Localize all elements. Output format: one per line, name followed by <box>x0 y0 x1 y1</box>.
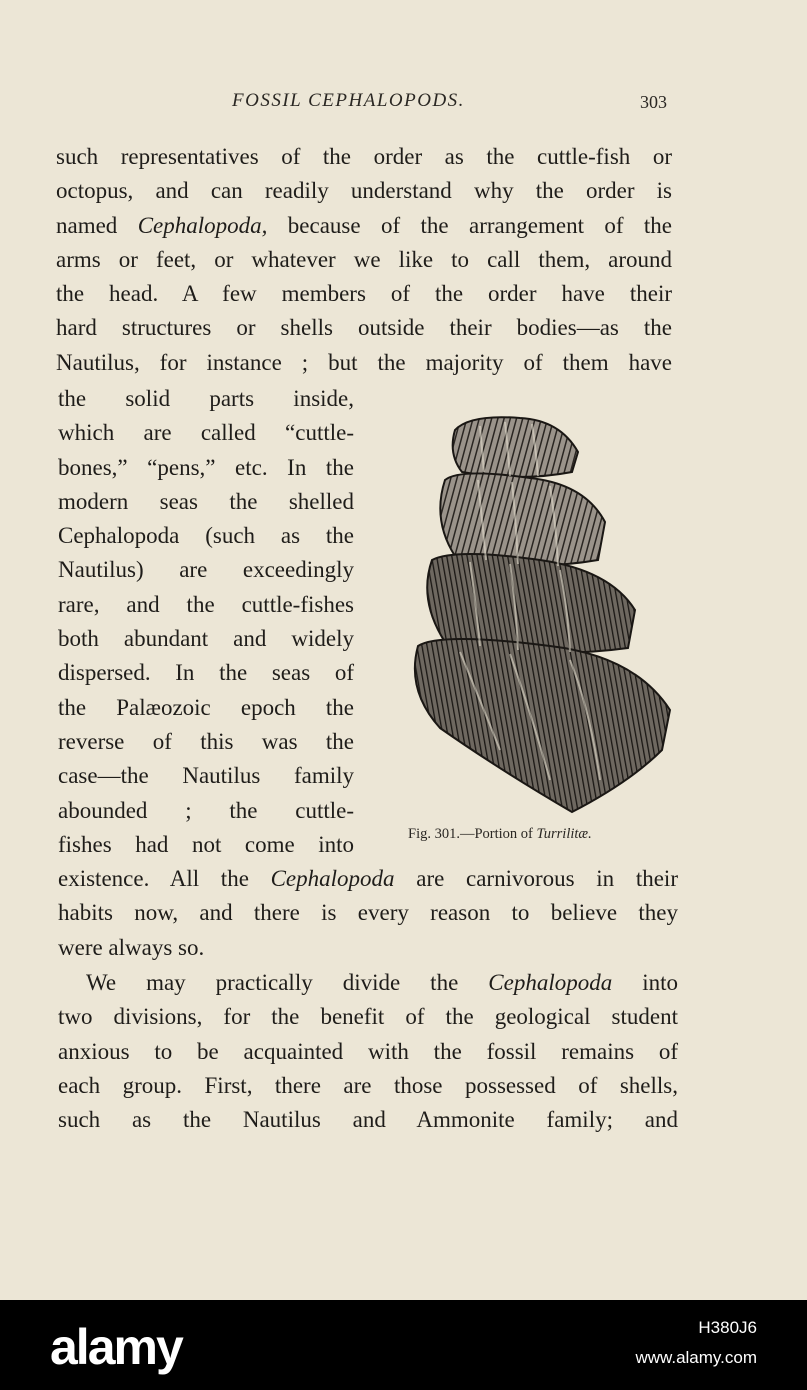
text-line: the solid parts inside, <box>58 386 354 411</box>
page-header <box>0 90 807 120</box>
text-line: Nautilus, for instance ; but the majority of them have <box>56 349 672 375</box>
text-line: habits now, and there is every reason to believe they <box>58 900 678 926</box>
image-id: H380J6 <box>698 1318 757 1337</box>
shell-illustration <box>400 410 680 820</box>
text-line: which are called “cuttle- <box>58 420 354 446</box>
text-line: were always so. <box>58 934 205 960</box>
text-line: anxious to be acquainted with the fossil remains of <box>58 1038 678 1064</box>
text-line: fishes had not come into <box>58 831 354 857</box>
text-line: bones,” “pens,” etc. In the <box>58 454 354 480</box>
text-line: case—the Nautilus family <box>58 763 354 789</box>
text-line: the head. A few members of the order have their <box>56 281 672 307</box>
text-line: named Cephalopoda, because of the arrangement of the <box>56 212 672 238</box>
paragraph-4 <box>58 966 678 1137</box>
paragraph-3 <box>58 862 678 965</box>
text-line: arms or feet, or whatever we like to call them, around <box>56 246 672 272</box>
italic-term: Cephalopoda, <box>137 212 268 238</box>
text-line: dispersed. In the seas of <box>58 660 354 686</box>
figure-caption: Fig. 301.—Portion of Turrilitæ. <box>408 826 592 842</box>
text-line: existence. All the Cephalopoda are carnivorous in their <box>58 866 678 891</box>
brand-logo: alamy <box>50 1319 182 1375</box>
text-line: rare, and the cuttle-fishes <box>58 591 354 617</box>
italic-term: Cephalopoda <box>270 866 395 891</box>
text-line: the Palæozoic epoch the <box>58 694 354 720</box>
paragraph-1 <box>56 140 672 380</box>
text-line: two divisions, for the benefit of the geological student <box>58 1004 678 1030</box>
text-line: modern seas the shelled <box>58 488 354 514</box>
text-line: such representatives of the order as the cuttle-fish or <box>56 144 672 169</box>
text-line: reverse of this was the <box>58 728 354 754</box>
text-line: Cephalopoda (such as the <box>58 523 354 549</box>
text-line: each group. First, there are those possessed of shells, <box>58 1072 678 1098</box>
text-line: octopus, and can readily understand why the order is <box>56 178 672 204</box>
italic-term: Cephalopoda <box>488 970 613 995</box>
page-number: 303 <box>640 92 667 112</box>
text-line: abounded ; the cuttle- <box>58 797 354 823</box>
text-line: Nautilus) are exceedingly <box>58 557 354 583</box>
text-line: both abundant and widely <box>58 626 354 652</box>
running-head: FOSSIL CEPHALOPODS. <box>232 90 465 111</box>
text-line: hard structures or shells outside their bodies—as the <box>56 315 672 341</box>
paragraph-2-wrapped <box>58 382 354 862</box>
text-line: such as the Nautilus and Ammonite family; and <box>58 1107 678 1133</box>
turrilite-engraving <box>400 410 680 820</box>
text-line: We may practically divide the Cephalopoda into <box>86 970 678 995</box>
site-url: www.alamy.com <box>635 1348 757 1367</box>
